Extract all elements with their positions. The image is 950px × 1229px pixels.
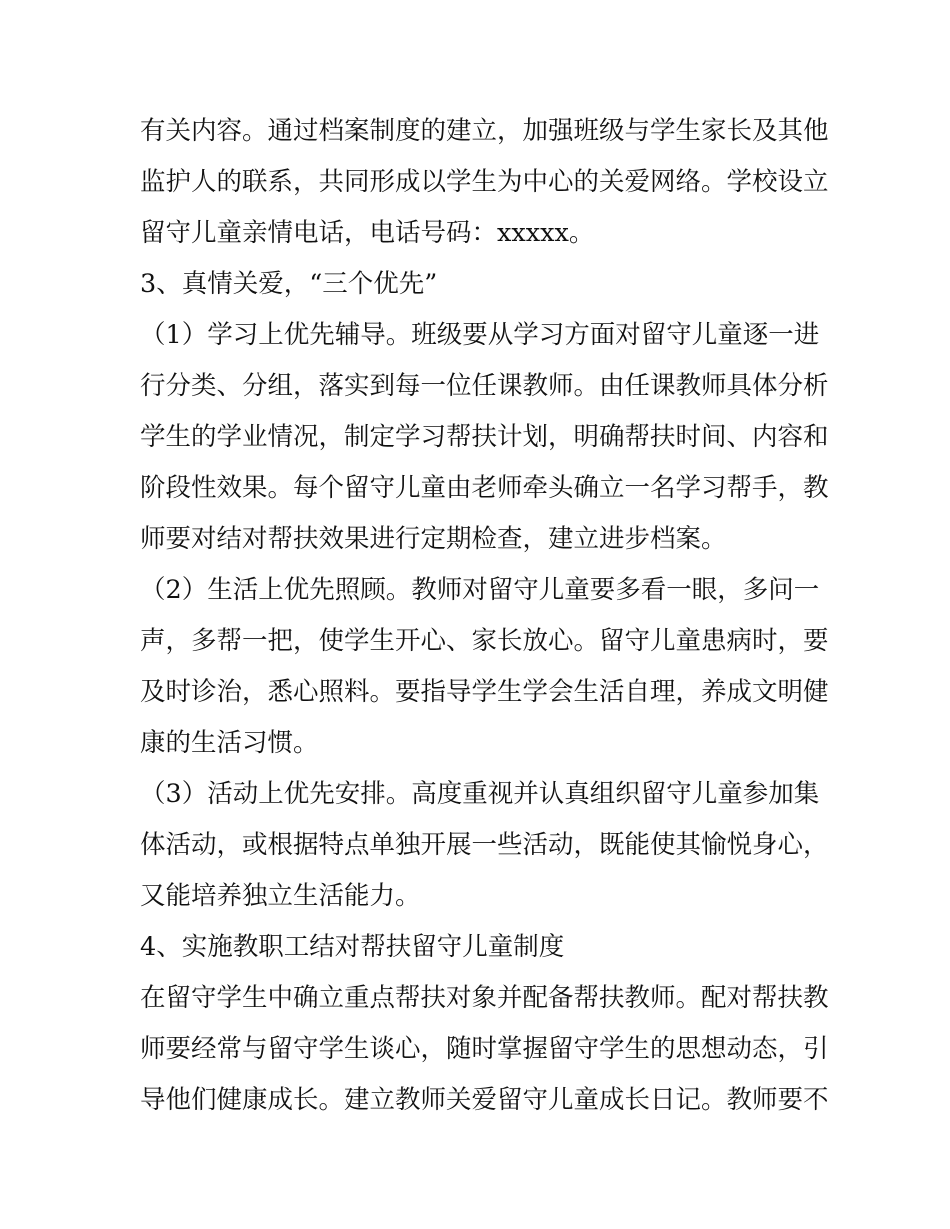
paragraph-line: 行分类、分组，落实到每一位任课教师。由任课教师具体分析	[140, 371, 829, 401]
paragraph-line: 导他们健康成长。建立教师关爱留守儿童成长日记。教师要不	[140, 1085, 829, 1115]
section-heading: 4、实施教职工结对帮扶留守儿童制度	[140, 932, 565, 962]
paragraph-line: 声，多帮一把，使学生开心、家长放心。留守儿童患病时，要	[140, 626, 829, 656]
paragraph-line: 体活动，或根据特点单独开展一些活动，既能使其愉悦身心，	[140, 830, 829, 860]
paragraph-line: 康的生活习惯。	[140, 728, 319, 758]
paragraph-line: 有关内容。通过档案制度的建立，加强班级与学生家长及其他	[140, 116, 829, 146]
section-heading: 3、真情关爱，“三个优先”	[140, 269, 438, 299]
paragraph-line: 在留守学生中确立重点帮扶对象并配备帮扶教师。配对帮扶教	[140, 983, 829, 1013]
paragraph-line: 阶段性效果。每个留守儿童由老师牵头确立一名学习帮手，教	[140, 473, 829, 503]
paragraph-line: （1）学习上优先辅导。班级要从学习方面对留守儿童逐一进	[140, 320, 820, 350]
paragraph-line: （2）生活上优先照顾。教师对留守儿童要多看一眼，多问一	[140, 575, 820, 605]
paragraph-line: 监护人的联系，共同形成以学生为中心的关爱网络。学校设立	[140, 167, 829, 197]
paragraph-line: 留守儿童亲情电话，电话号码：xxxxx。	[140, 218, 595, 248]
paragraph-line: 学生的学业情况，制定学习帮扶计划，明确帮扶时间、内容和	[140, 422, 829, 452]
paragraph-line: 师要经常与留守学生谈心，随时掌握留守学生的思想动态，引	[140, 1034, 829, 1064]
paragraph-line: 及时诊治，悉心照料。要指导学生学会生活自理，养成文明健	[140, 677, 829, 707]
paragraph-line: 师要对结对帮扶效果进行定期检查，建立进步档案。	[140, 524, 727, 554]
paragraph-line: （3）活动上优先安排。高度重视并认真组织留守儿童参加集	[140, 779, 820, 809]
paragraph-line: 又能培养独立生活能力。	[140, 881, 421, 911]
